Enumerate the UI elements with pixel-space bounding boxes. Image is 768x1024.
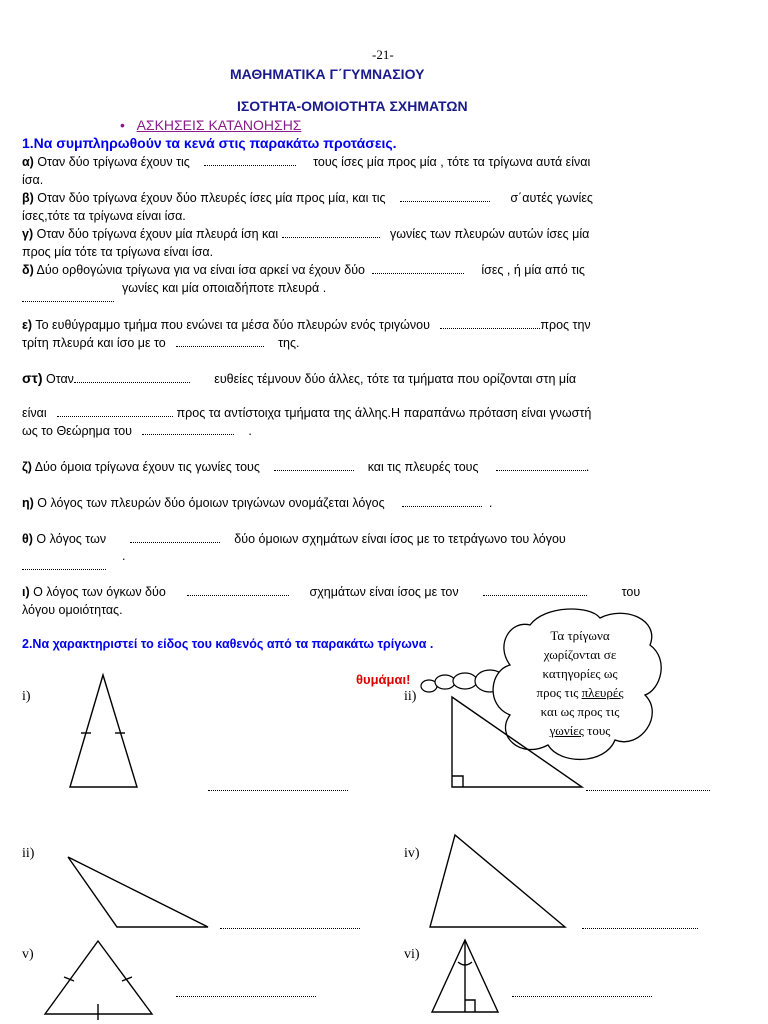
- item-st-cont2: ως το Θεώρημα του .: [22, 424, 252, 438]
- item-c: γ) Οταν δύο τρίγωνα έχουν μία πλευρά ίση και γωνίες των πλευρών αυτών ίσες μία: [22, 227, 590, 241]
- item-st: στ) Οταν ευθείες τέμνουν δύο άλλες, τότε τα τμήματα που ορίζονται στη μία: [22, 370, 577, 386]
- item-h: η) Ο λόγος των πλευρών δύο όμοιων τριγώνων ονομάζεται λόγος .: [22, 496, 493, 510]
- figure-label-1: i): [22, 689, 31, 704]
- triangle-2: [452, 697, 582, 787]
- item-d-cont: γωνίες και μία οποιαδήποτε πλευρά .: [122, 281, 327, 295]
- figure-label-2: ii): [404, 689, 417, 704]
- item-c-cont: προς μία τότε τα τρίγωνα είναι ίσα.: [22, 245, 214, 259]
- figure-label-4: iv): [404, 846, 420, 861]
- answer-line-4[interactable]: [582, 927, 698, 929]
- triangle-6: [432, 940, 498, 1012]
- item-i-cont: λόγου ομοιότητας.: [22, 603, 123, 617]
- item-d: δ) Δύο ορθογώνια τρίγωνα για να είναι ίσα αρκεί να έχουν δύο ίσες , ή μία από τις: [22, 263, 585, 277]
- section-bullet-label: ΑΣΚΗΣΕΙΣ ΚΑΤΑΝΟΗΣΗΣ: [136, 117, 302, 133]
- bullet-icon: •: [120, 117, 137, 133]
- triangle-3: [68, 857, 208, 927]
- item-a-cont: ίσα.: [22, 173, 44, 187]
- item-st-cont: είναι προς τα αντίστοιχα τμήματα της άλλης.Η παραπάνω πρόταση είναι γνωστή: [22, 406, 592, 420]
- page-title: ΜΑΘΗΜΑΤΙΚΑ Γ΄ΓΥΜΝΑΣΙΟΥ: [230, 66, 425, 82]
- item-b-cont: ίσες,τότε τα τρίγωνα είναι ίσα.: [22, 209, 186, 223]
- exercise2-heading: 2.Να χαρακτηριστεί το είδος του καθενός από τα παρακάτω τρίγωνα .: [22, 637, 434, 651]
- answer-line-5[interactable]: [176, 995, 316, 997]
- item-th: θ) Ο λόγος των δύο όμοιων σχημάτων είναι ίσος με το τετράγωνο του λόγου: [22, 532, 566, 546]
- triangle-5: [45, 941, 152, 1020]
- item-b: β) Οταν δύο τρίγωνα έχουν δύο πλευρές ίσες μία προς μία, και τις σ΄αυτές γωνίες: [22, 191, 593, 205]
- page-number: -21-: [372, 47, 394, 62]
- item-e-cont: τρίτη πλευρά και ίσο με το της.: [22, 336, 300, 350]
- cloud-text: Τα τρίγωνα χωρίζονται σε κατηγορίες ως προς τις πλευρές και ως προς τις γωνίες τους: [536, 628, 624, 738]
- item-th-cont: .: [122, 549, 126, 563]
- answer-line-3[interactable]: [220, 927, 360, 929]
- answer-line-6[interactable]: [512, 995, 652, 997]
- figure-label-5: v): [22, 947, 34, 962]
- answer-line-1[interactable]: [208, 789, 348, 791]
- item-z: ζ) Δύο όμοια τρίγωνα έχουν τις γωνίες τους και τις πλευρές τους .: [22, 460, 590, 474]
- triangle-1: [70, 675, 137, 787]
- figure-label-6: vi): [404, 947, 420, 962]
- figure-label-3: ii): [22, 846, 35, 861]
- page-subtitle: ΙΣΟΤΗΤΑ-ΟΜΟΙΟΤΗΤΑ ΣΧΗΜΑΤΩΝ: [237, 98, 468, 114]
- reminder-label: θυμάμαι!: [356, 672, 411, 687]
- item-a: α) Οταν δύο τρίγωνα έχουν τις τους ίσες μία προς μία , τότε τα τρίγωνα αυτά είναι: [22, 155, 591, 169]
- triangle-4: [430, 835, 565, 927]
- item-i: ι) Ο λόγος των όγκων δύο σχημάτων είναι ίσος με τον του: [22, 585, 641, 599]
- item-e: ε) Το ευθύγραμμο τμήμα που ενώνει τα μέσα δύο πλευρών ενός τριγώνου προς την: [22, 318, 591, 332]
- exercise1-heading: 1.Να συμπληρωθούν τα κενά στις παρακάτω προτάσεις.: [22, 135, 397, 151]
- answer-line-2[interactable]: [586, 789, 710, 791]
